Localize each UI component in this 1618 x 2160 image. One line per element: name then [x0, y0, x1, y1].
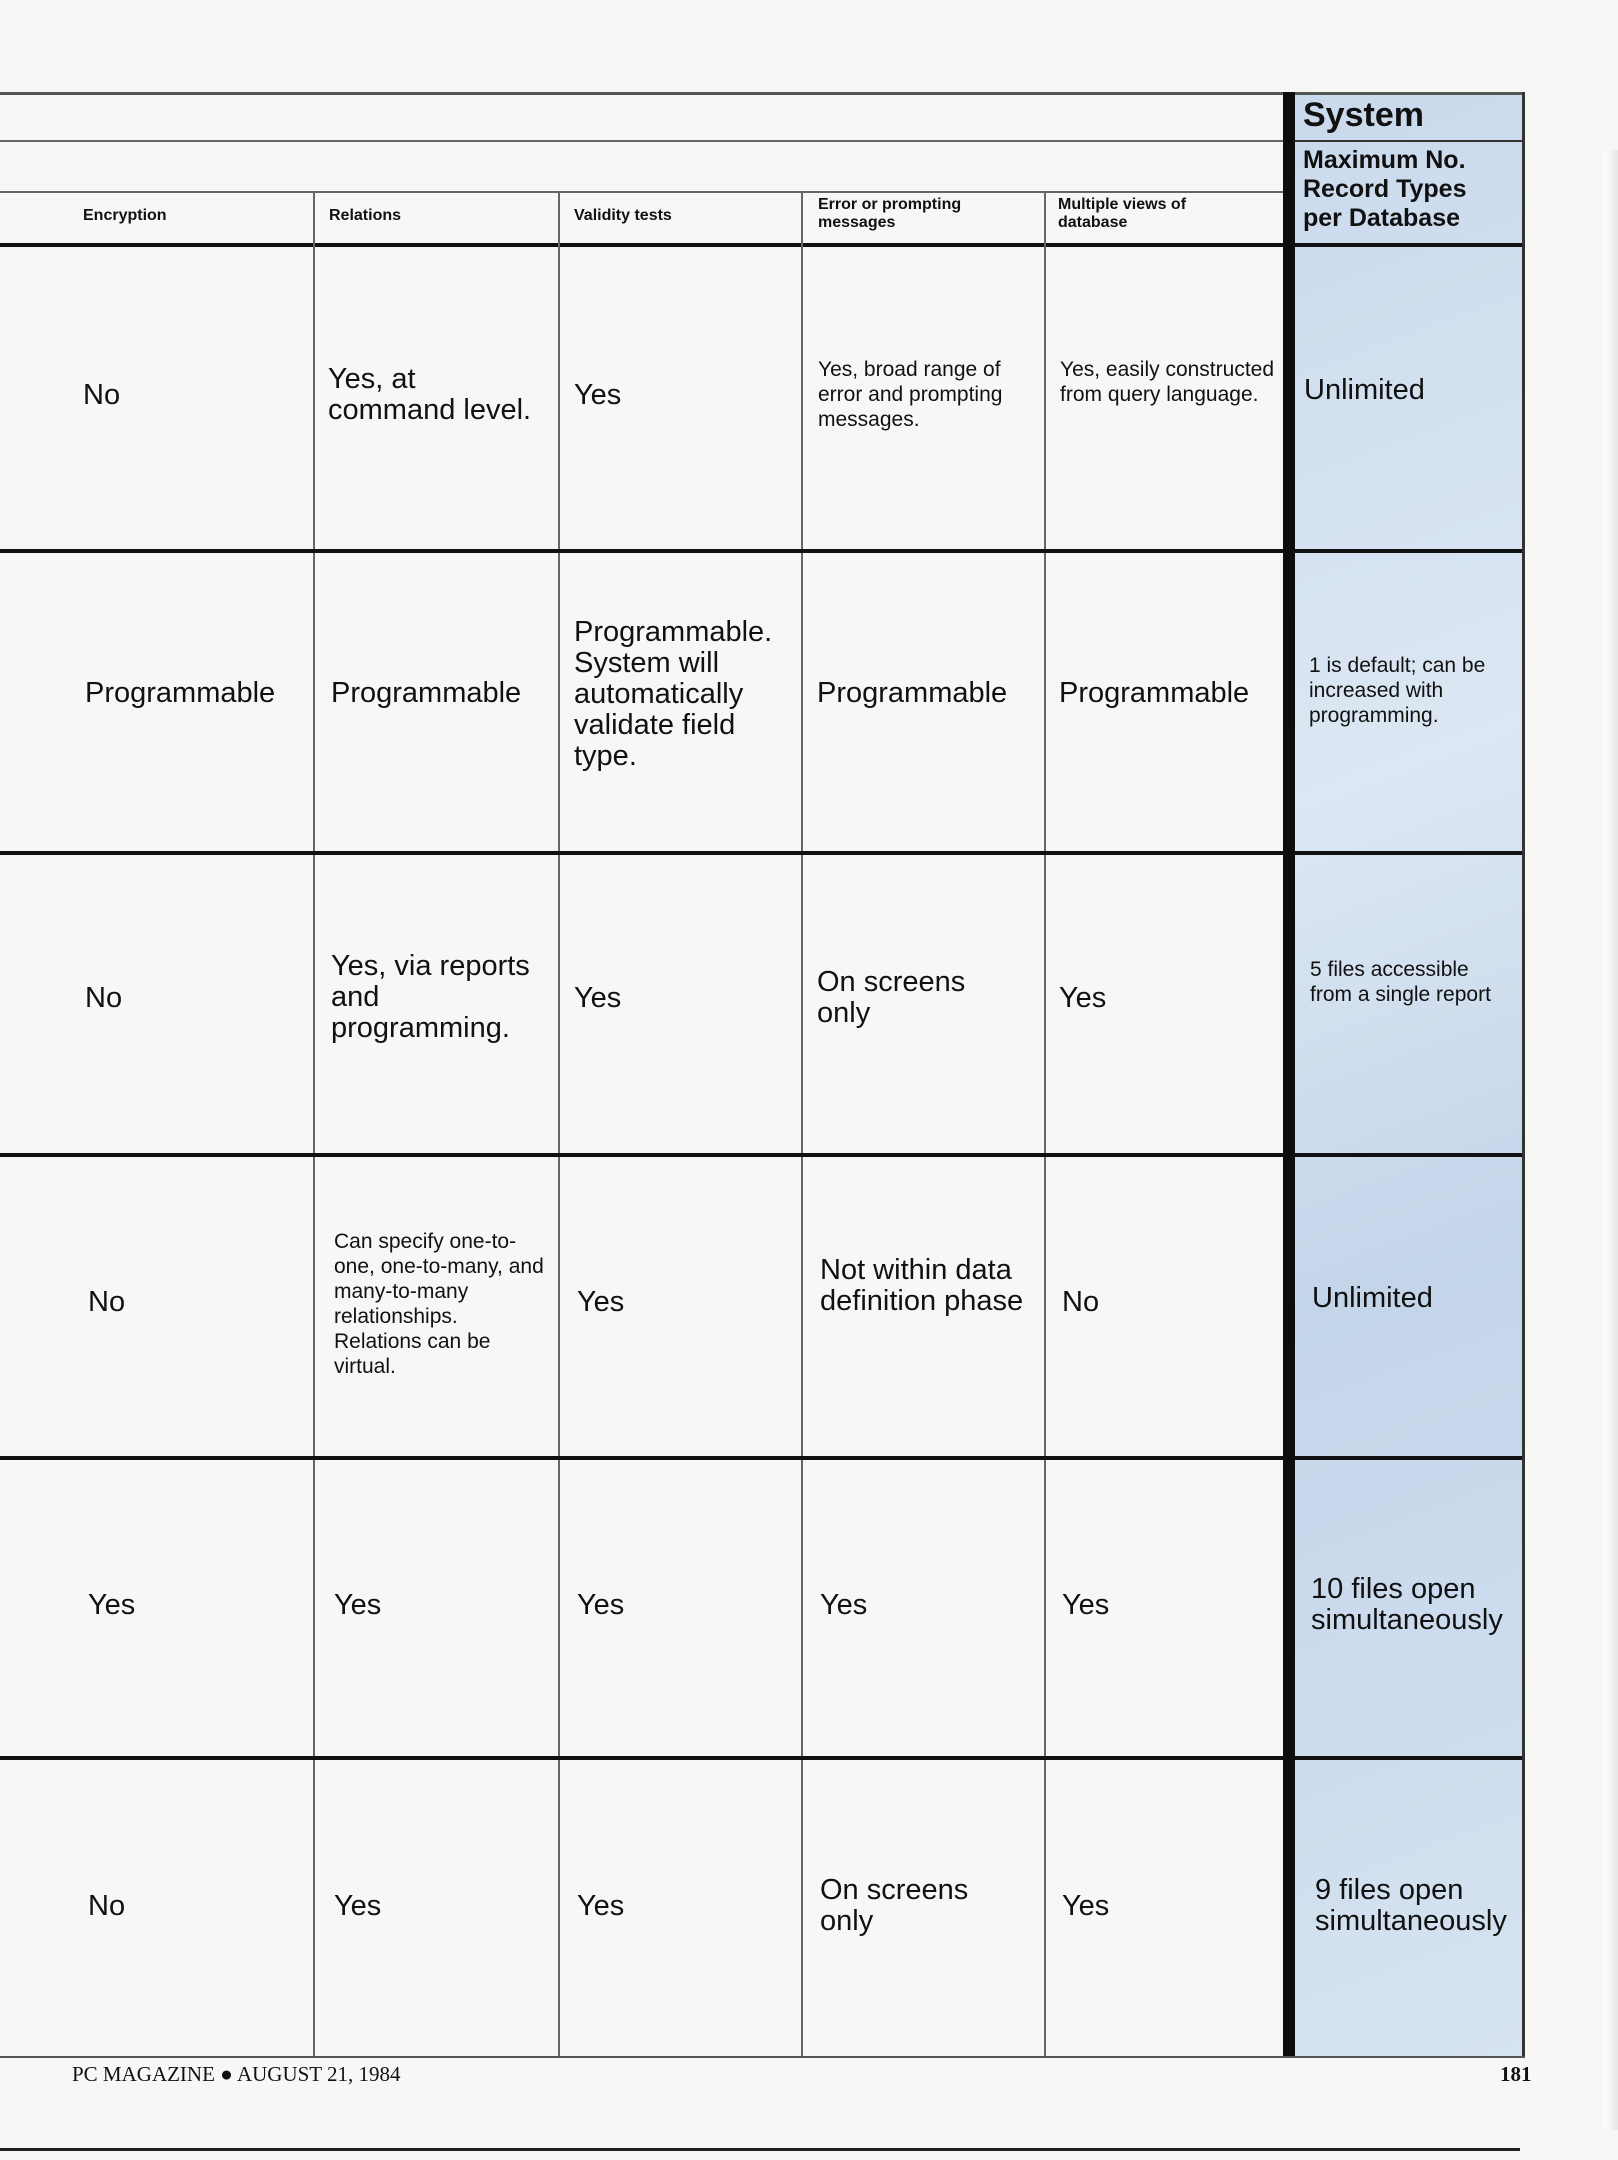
column-divider	[1044, 193, 1046, 2058]
column-divider	[801, 193, 803, 2058]
page-number: 181	[1500, 2062, 1532, 2086]
cell-errors: Yes	[820, 1589, 868, 1621]
cell-encryption: No	[88, 1890, 126, 1922]
column-divider	[313, 193, 315, 2058]
cell-system: 9 files open simultaneously	[1315, 1874, 1507, 1937]
cell-views: Yes, easily constructed from query language.	[1060, 358, 1275, 406]
page-edge-shadow	[1603, 150, 1618, 2130]
cell-validity: Programmable. System will automatically validate field type.	[574, 616, 773, 772]
cell-encryption: Programmable	[85, 677, 276, 709]
cell-encryption: No	[85, 982, 123, 1014]
cell-encryption: Yes	[88, 1589, 136, 1621]
cell-system: 5 files accessible from a single report	[1310, 958, 1491, 1006]
cell-views: Yes	[1062, 1890, 1110, 1922]
cell-encryption: No	[83, 379, 121, 411]
header-rule-1	[0, 140, 1283, 142]
cell-views: Yes	[1059, 982, 1107, 1014]
row-divider	[0, 1456, 1525, 1460]
cell-relations: Yes	[334, 1890, 382, 1922]
cell-errors: On screens only	[817, 966, 966, 1029]
cell-errors: On screens only	[820, 1874, 969, 1937]
system-subtitle-line: Maximum No.	[1303, 146, 1466, 174]
cell-encryption: No	[88, 1286, 126, 1318]
cell-validity: Yes	[577, 1286, 625, 1318]
col-header-encryption: Encryption	[83, 207, 167, 224]
cell-relations: Yes	[334, 1589, 382, 1621]
system-subtitle-line: Record Types	[1303, 175, 1467, 203]
cell-relations: Programmable	[331, 677, 522, 709]
footer-publication: PC MAGAZINE ● AUGUST 21, 1984	[72, 2062, 401, 2086]
column-divider	[558, 193, 560, 2058]
cell-validity: Yes	[574, 379, 622, 411]
row-divider	[0, 549, 1525, 553]
cell-validity: Yes	[577, 1890, 625, 1922]
system-column-right-rule	[1522, 92, 1525, 2058]
col-header-validity: Validity tests	[574, 207, 672, 224]
system-subtitle-line: per Database	[1303, 204, 1461, 232]
page-bottom-rule	[0, 2148, 1520, 2151]
cell-system: 1 is default; can be increased with programming.	[1309, 654, 1486, 727]
cell-errors: Programmable	[817, 677, 1008, 709]
system-subtitle	[1303, 146, 1466, 233]
row-divider	[0, 1153, 1525, 1157]
cell-validity: Yes	[577, 1589, 625, 1621]
row-divider	[0, 851, 1525, 855]
table-bottom-rule	[0, 2056, 1525, 2058]
col-header-views: Multiple views of database	[1058, 196, 1187, 231]
table-top-rule	[0, 92, 1525, 95]
cell-system: 10 files open simultaneously	[1311, 1573, 1503, 1636]
header-bottom-rule	[0, 243, 1525, 247]
cell-relations: Can specify one-to-one, one-to-many, and many-to-many relationships. Relations can be virtual.	[334, 1230, 544, 1378]
cell-views: Yes	[1062, 1589, 1110, 1621]
system-title-rule	[1295, 140, 1525, 142]
col-header-relations: Relations	[329, 207, 402, 224]
cell-system: Unlimited	[1312, 1282, 1433, 1314]
cell-views: Programmable	[1059, 677, 1250, 709]
cell-system: Unlimited	[1304, 374, 1425, 406]
cell-errors: Yes, broad range of error and prompting messages.	[818, 358, 1003, 431]
cell-relations: Yes, via reports and programming.	[331, 950, 530, 1044]
cell-relations: Yes, at command level.	[328, 363, 532, 426]
cell-errors: Not within data definition phase	[820, 1254, 1024, 1317]
cell-views: No	[1062, 1286, 1100, 1318]
system-title: System	[1303, 96, 1424, 134]
header-rule-2	[0, 191, 1283, 193]
cell-validity: Yes	[574, 982, 622, 1014]
system-column-divider	[1283, 92, 1295, 2058]
col-header-errors: Error or prompting messages	[818, 196, 962, 231]
row-divider	[0, 1756, 1525, 1760]
